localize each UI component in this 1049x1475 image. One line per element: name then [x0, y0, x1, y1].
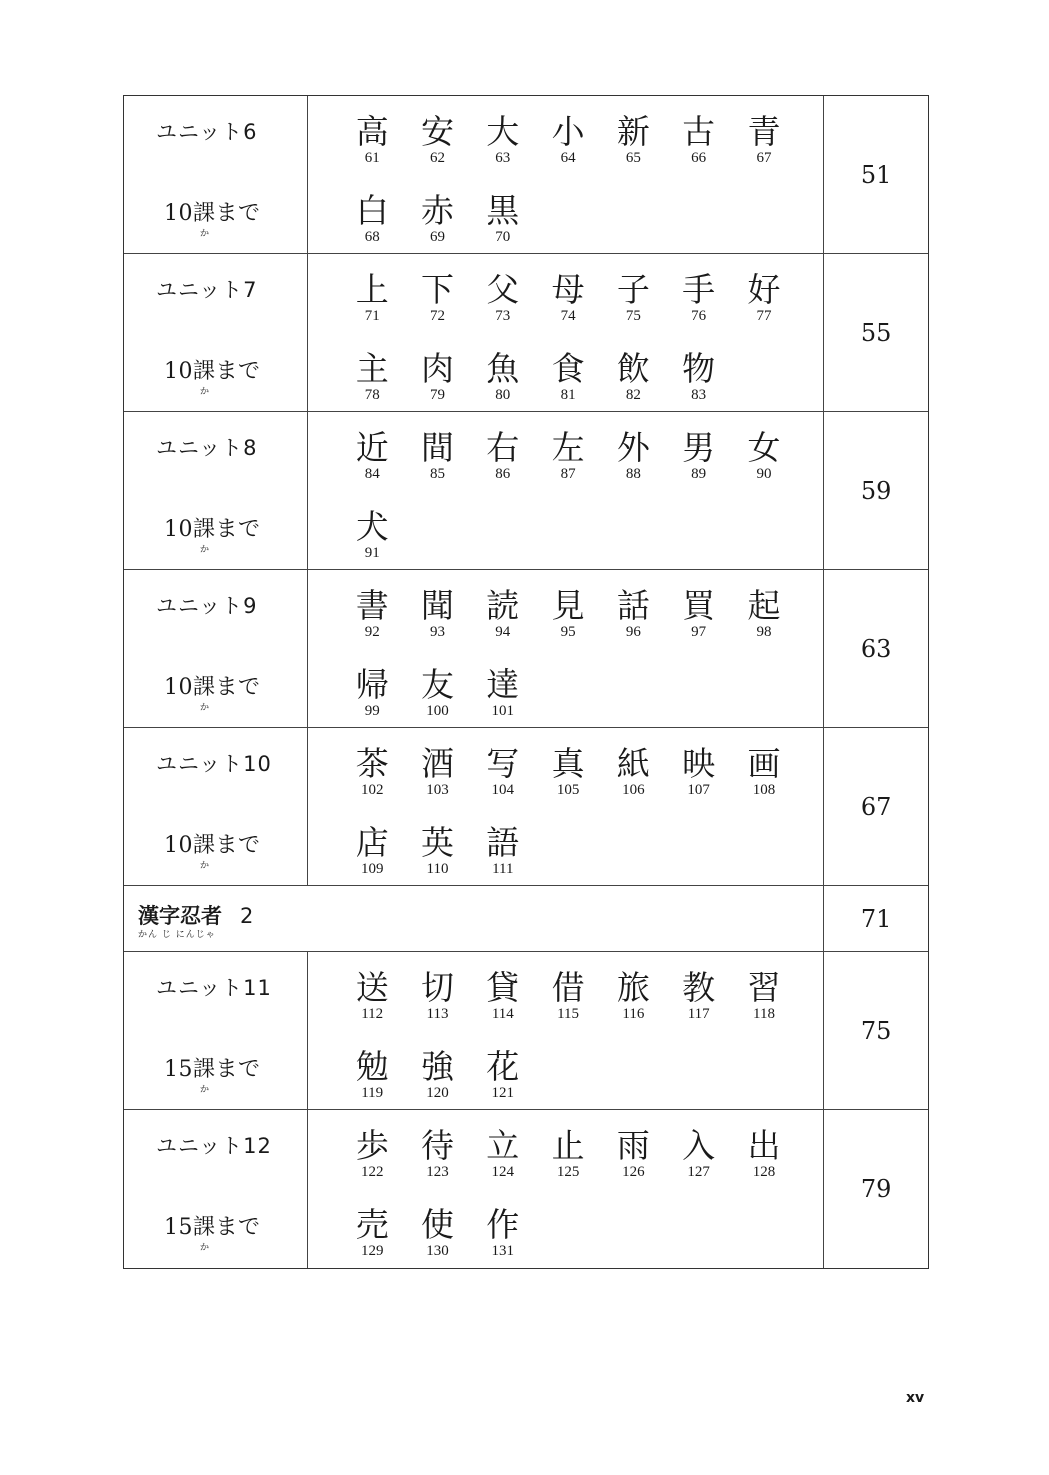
kanji-item [666, 1128, 731, 1180]
kanji-character: 話 [616, 586, 650, 625]
kanji-item [340, 430, 405, 482]
kanji-character: 大 [486, 112, 520, 151]
kanji-character: 外 [616, 428, 650, 467]
lesson-range: 10課まで [164, 359, 261, 384]
kanji-character: 習 [747, 968, 781, 1007]
kanji-character: 下 [420, 270, 454, 309]
kanji-cell [308, 570, 825, 727]
kanji-number: 131 [491, 1243, 515, 1259]
kanji-character: 帰 [355, 665, 389, 704]
lesson-ruby: か [200, 387, 210, 397]
kanji-item [340, 272, 405, 324]
page-ref[interactable]: 63 [860, 634, 892, 663]
kanji-number: 130 [426, 1243, 449, 1259]
kanji-character: 古 [682, 112, 716, 151]
kanji-item [470, 970, 535, 1022]
kanji-number: 112 [361, 1006, 384, 1022]
kanji-character: 男 [682, 428, 716, 467]
kanji-character: 高 [355, 112, 389, 151]
lesson-range: 10課まで [164, 517, 261, 542]
page-ref[interactable]: 59 [860, 476, 892, 505]
kanji-item [405, 970, 470, 1022]
kanji-cell [308, 412, 825, 569]
kanji-item [470, 588, 535, 640]
kanji-number: 94 [495, 624, 511, 640]
kanji-item [340, 970, 405, 1022]
kanji-character: 物 [682, 349, 716, 388]
kanji-item [731, 114, 796, 166]
kanji-number: 88 [625, 466, 641, 482]
kanji-item [340, 1049, 405, 1101]
unit-title: ユニット7 [156, 278, 258, 302]
kanji-number: 76 [691, 308, 707, 324]
kanji-cell [308, 952, 825, 1109]
kanji-item [535, 970, 600, 1022]
kanji-number: 93 [429, 624, 445, 640]
kanji-cell [308, 1110, 825, 1268]
kanji-character: 借 [551, 968, 585, 1007]
kanji-item [405, 430, 470, 482]
kanji-item [731, 272, 796, 324]
kanji-number: 117 [687, 1006, 710, 1022]
unit-title: ユニット8 [156, 436, 258, 460]
kanji-number: 125 [556, 1164, 580, 1180]
kanji-item [470, 114, 535, 166]
kanji-character: 英 [420, 823, 454, 862]
kanji-toc-table [123, 95, 929, 1269]
kanji-item [405, 1049, 470, 1101]
kanji-number: 89 [691, 466, 707, 482]
kanji-item [601, 351, 666, 403]
kanji-number: 62 [429, 150, 445, 166]
kanji-number: 103 [426, 782, 449, 798]
unit-label-cell [124, 728, 308, 885]
kanji-line2 [340, 351, 732, 403]
kanji-character: 魚 [486, 349, 520, 388]
kanji-item [601, 746, 666, 798]
kanji-number: 97 [691, 624, 707, 640]
kanji-line1 [340, 430, 797, 482]
kanji-item [601, 430, 666, 482]
kanji-character: 白 [355, 191, 389, 230]
kanji-item [535, 746, 600, 798]
kanji-character: 教 [682, 968, 716, 1007]
kanji-line1 [340, 272, 797, 324]
kanji-character: 歩 [355, 1126, 389, 1165]
lesson-ruby: か [200, 1243, 210, 1253]
kanji-character: 紙 [616, 744, 650, 783]
kanji-number: 115 [557, 1006, 580, 1022]
kanji-character: 手 [682, 270, 716, 309]
kanji-item [405, 272, 470, 324]
kanji-line1 [340, 114, 797, 166]
kanji-number: 71 [364, 308, 380, 324]
kanji-number: 104 [491, 782, 515, 798]
kanji-number: 109 [360, 861, 384, 877]
kanji-number: 78 [364, 387, 380, 403]
kanji-line1 [340, 1128, 797, 1180]
kanji-line2 [340, 825, 536, 877]
kanji-item [601, 272, 666, 324]
kanji-line1 [340, 588, 797, 640]
kanji-character: 出 [747, 1126, 781, 1165]
kanji-character: 作 [486, 1205, 520, 1244]
unit-title: ユニット9 [156, 594, 258, 618]
kanji-number: 105 [556, 782, 580, 798]
kanji-character: 小 [551, 112, 585, 151]
kanji-item [535, 351, 600, 403]
kanji-character: 書 [355, 586, 389, 625]
kanji-character: 映 [682, 744, 716, 783]
kanji-number: 98 [756, 624, 772, 640]
kanji-item [405, 1128, 470, 1180]
kanji-item [340, 193, 405, 245]
kanji-number: 69 [429, 229, 445, 245]
ninja-number: 2 [240, 904, 254, 928]
kanji-number: 79 [429, 387, 445, 403]
kanji-item [340, 509, 405, 561]
kanji-character: 子 [616, 270, 650, 309]
lesson-ruby: か [200, 861, 210, 871]
kanji-number: 86 [495, 466, 511, 482]
kanji-item [470, 667, 535, 719]
kanji-number: 63 [495, 150, 511, 166]
kanji-item [601, 114, 666, 166]
kanji-character: 語 [486, 823, 520, 862]
kanji-item [666, 114, 731, 166]
kanji-character: 主 [355, 349, 389, 388]
kanji-character: 飲 [616, 349, 650, 388]
kanji-character: 花 [486, 1047, 520, 1086]
kanji-number: 116 [622, 1006, 645, 1022]
kanji-character: 酒 [420, 744, 454, 783]
kanji-character: 読 [486, 586, 520, 625]
kanji-item [405, 825, 470, 877]
ninja-title [138, 900, 253, 930]
kanji-number: 84 [364, 466, 380, 482]
kanji-character: 友 [420, 665, 454, 704]
toc-row-unit [124, 412, 928, 570]
unit-label-cell [124, 412, 308, 569]
lesson-range: 15課まで [164, 1215, 261, 1240]
kanji-number: 65 [625, 150, 641, 166]
kanji-character: 右 [486, 428, 520, 467]
kanji-item [340, 588, 405, 640]
kanji-number: 75 [625, 308, 641, 324]
lesson-ruby: か [200, 229, 210, 239]
kanji-number: 77 [756, 308, 772, 324]
kanji-item [470, 1128, 535, 1180]
kanji-number: 107 [687, 782, 710, 798]
kanji-character: 新 [616, 112, 650, 151]
kanji-character: 食 [551, 349, 585, 388]
kanji-character: 止 [551, 1126, 585, 1165]
ninja-cell [124, 886, 824, 951]
kanji-number: 106 [622, 782, 645, 798]
kanji-item [405, 746, 470, 798]
ninja-title-text: 漢字忍者 [138, 904, 222, 928]
kanji-number: 68 [364, 229, 380, 245]
kanji-character: 店 [355, 823, 389, 862]
kanji-number: 80 [495, 387, 511, 403]
kanji-line2 [340, 667, 536, 719]
lesson-range: 15課まで [164, 1057, 261, 1082]
kanji-number: 101 [491, 703, 515, 719]
kanji-line2 [340, 1207, 536, 1259]
kanji-item [535, 430, 600, 482]
kanji-item [340, 1128, 405, 1180]
kanji-character: 雨 [616, 1126, 650, 1165]
kanji-cell [308, 96, 825, 253]
kanji-item [470, 272, 535, 324]
page-ref[interactable]: 75 [860, 1016, 892, 1045]
kanji-number: 91 [364, 545, 380, 561]
toc-row-unit [124, 254, 928, 412]
kanji-number: 81 [560, 387, 576, 403]
kanji-cell [308, 728, 825, 885]
kanji-number: 126 [622, 1164, 645, 1180]
toc-row-unit [124, 952, 928, 1110]
kanji-number: 90 [756, 466, 772, 482]
kanji-character: 間 [420, 428, 454, 467]
kanji-number: 124 [491, 1164, 515, 1180]
kanji-item [535, 1128, 600, 1180]
unit-title: ユニット11 [156, 976, 272, 1000]
page-ref[interactable]: 67 [860, 792, 892, 821]
kanji-number: 120 [426, 1085, 449, 1101]
unit-label-cell [124, 1110, 308, 1268]
lesson-ruby: か [200, 545, 210, 555]
kanji-character: 好 [747, 270, 781, 309]
kanji-item [340, 1207, 405, 1259]
unit-label-cell [124, 570, 308, 727]
kanji-character: 父 [486, 270, 520, 309]
page-ref[interactable]: 55 [860, 318, 892, 347]
kanji-character: 待 [420, 1126, 454, 1165]
kanji-character: 勉 [355, 1047, 389, 1086]
lesson-range: 10課まで [164, 675, 261, 700]
kanji-line2 [340, 193, 536, 245]
kanji-item [601, 1128, 666, 1180]
kanji-character: 肉 [420, 349, 454, 388]
ninja-ruby: かん じ にんじゃ [138, 930, 216, 940]
kanji-item [535, 272, 600, 324]
kanji-character: 強 [420, 1047, 454, 1086]
kanji-number: 129 [360, 1243, 384, 1259]
kanji-character: 送 [355, 968, 389, 1007]
toc-row-kanji-ninja [124, 886, 928, 952]
kanji-character: 黒 [486, 191, 520, 230]
kanji-character: 赤 [420, 191, 454, 230]
kanji-character: 起 [747, 586, 781, 625]
kanji-number: 111 [492, 861, 514, 877]
kanji-character: 母 [551, 270, 585, 309]
kanji-item [470, 430, 535, 482]
kanji-item [405, 667, 470, 719]
kanji-item [470, 193, 535, 245]
kanji-character: 上 [355, 270, 389, 309]
kanji-item [731, 746, 796, 798]
kanji-number: 83 [691, 387, 707, 403]
kanji-item [666, 588, 731, 640]
toc-row-unit [124, 1110, 928, 1268]
kanji-number: 108 [752, 782, 776, 798]
kanji-item [470, 825, 535, 877]
unit-label-cell [124, 96, 308, 253]
kanji-character: 入 [682, 1126, 716, 1165]
kanji-number: 114 [491, 1006, 514, 1022]
kanji-number: 100 [426, 703, 449, 719]
toc-row-unit [124, 728, 928, 886]
page-ref[interactable]: 71 [860, 904, 892, 933]
kanji-character: 安 [420, 112, 454, 151]
kanji-item [666, 746, 731, 798]
kanji-number: 113 [426, 1006, 449, 1022]
page-ref[interactable]: 79 [860, 1175, 892, 1203]
kanji-number: 87 [560, 466, 576, 482]
kanji-character: 旅 [616, 968, 650, 1007]
kanji-item [666, 970, 731, 1022]
kanji-line1 [340, 746, 797, 798]
toc-row-unit [124, 570, 928, 728]
kanji-number: 99 [364, 703, 380, 719]
kanji-item [470, 1049, 535, 1101]
kanji-line1 [340, 970, 797, 1022]
kanji-number: 128 [752, 1164, 776, 1180]
kanji-item [535, 114, 600, 166]
kanji-number: 70 [495, 229, 511, 245]
kanji-item [405, 193, 470, 245]
kanji-number: 95 [560, 624, 576, 640]
kanji-number: 67 [756, 150, 772, 166]
kanji-item [666, 272, 731, 324]
lesson-ruby: か [200, 703, 210, 713]
kanji-number: 85 [429, 466, 445, 482]
kanji-number: 72 [429, 308, 445, 324]
kanji-character: 女 [747, 428, 781, 467]
kanji-number: 122 [360, 1164, 384, 1180]
kanji-character: 画 [747, 744, 781, 783]
unit-label-cell [124, 952, 308, 1109]
kanji-item [535, 588, 600, 640]
page-ref[interactable]: 51 [860, 160, 892, 189]
kanji-item [405, 351, 470, 403]
unit-title: ユニット12 [156, 1134, 272, 1158]
kanji-character: 犬 [355, 507, 389, 546]
kanji-number: 96 [625, 624, 641, 640]
kanji-item [340, 825, 405, 877]
kanji-number: 73 [495, 308, 511, 324]
kanji-character: 立 [486, 1126, 520, 1165]
kanji-item [601, 970, 666, 1022]
kanji-number: 74 [560, 308, 576, 324]
kanji-item [470, 1207, 535, 1259]
kanji-character: 真 [551, 744, 585, 783]
kanji-number: 61 [364, 150, 380, 166]
kanji-character: 写 [486, 744, 520, 783]
toc-row-unit [124, 96, 928, 254]
kanji-item [470, 351, 535, 403]
kanji-number: 82 [625, 387, 641, 403]
kanji-item [666, 351, 731, 403]
kanji-item [340, 351, 405, 403]
kanji-line2 [340, 1049, 536, 1101]
kanji-number: 123 [426, 1164, 449, 1180]
kanji-item [470, 746, 535, 798]
kanji-number: 102 [360, 782, 384, 798]
kanji-character: 見 [551, 586, 585, 625]
kanji-character: 聞 [420, 586, 454, 625]
unit-title: ユニット10 [156, 752, 272, 776]
kanji-item [405, 588, 470, 640]
kanji-character: 茶 [355, 744, 389, 783]
kanji-item [405, 1207, 470, 1259]
lesson-ruby: か [200, 1085, 210, 1095]
kanji-character: 切 [420, 968, 454, 1007]
kanji-item [340, 746, 405, 798]
kanji-number: 118 [753, 1006, 775, 1022]
kanji-item [731, 430, 796, 482]
kanji-character: 達 [486, 665, 520, 704]
kanji-item [340, 667, 405, 719]
kanji-character: 近 [355, 428, 389, 467]
kanji-number: 66 [691, 150, 707, 166]
kanji-number: 64 [560, 150, 576, 166]
kanji-character: 売 [355, 1205, 389, 1244]
kanji-number: 127 [687, 1164, 710, 1180]
kanji-number: 110 [426, 861, 449, 877]
kanji-line2 [340, 509, 405, 561]
kanji-character: 青 [747, 112, 781, 151]
unit-label-cell [124, 254, 308, 411]
page-number: xv [906, 1390, 925, 1406]
kanji-cell [308, 254, 825, 411]
kanji-character: 買 [682, 586, 716, 625]
unit-title: ユニット6 [156, 120, 258, 144]
kanji-number: 119 [361, 1085, 384, 1101]
kanji-number: 92 [364, 624, 380, 640]
kanji-item [340, 114, 405, 166]
kanji-number: 121 [491, 1085, 515, 1101]
kanji-item [405, 114, 470, 166]
kanji-item [731, 1128, 796, 1180]
kanji-item [601, 588, 666, 640]
kanji-character: 左 [551, 428, 585, 467]
kanji-character: 貸 [486, 968, 520, 1007]
lesson-range: 10課まで [164, 833, 261, 858]
kanji-item [731, 970, 796, 1022]
kanji-character: 使 [420, 1205, 454, 1244]
lesson-range: 10課まで [164, 201, 261, 226]
kanji-item [731, 588, 796, 640]
kanji-item [666, 430, 731, 482]
